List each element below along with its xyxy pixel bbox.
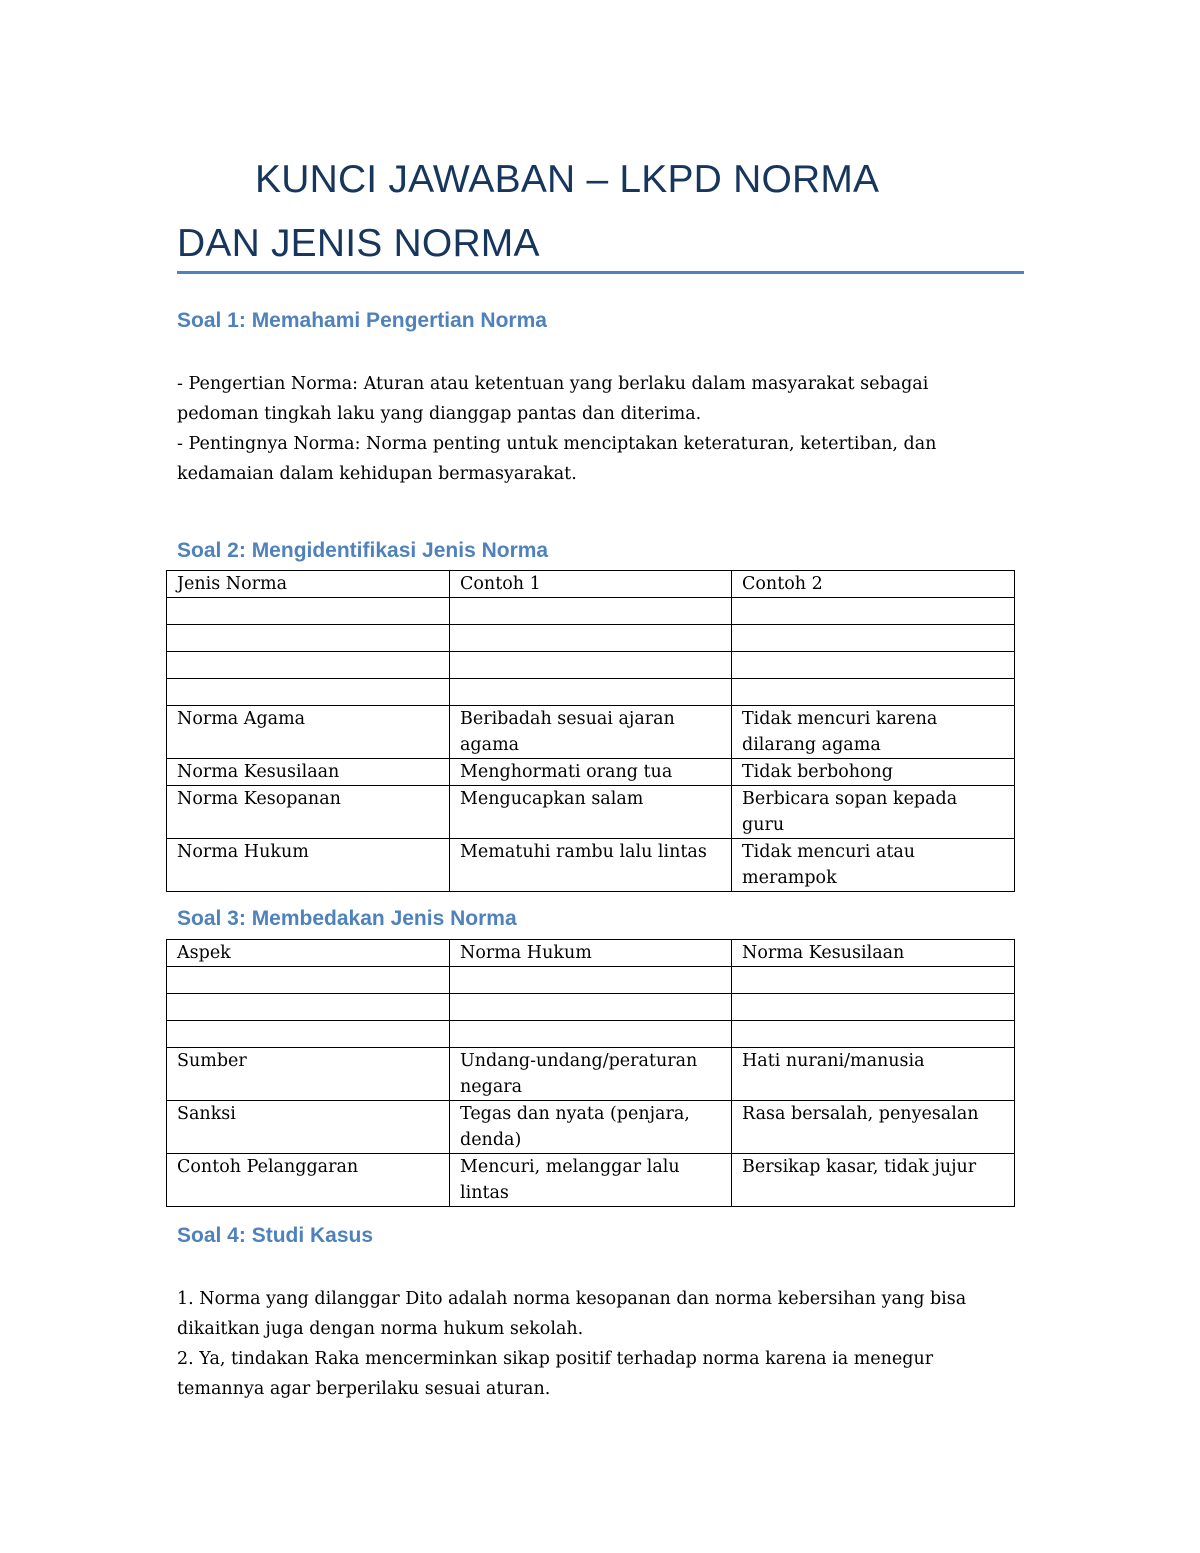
table-cell [732, 967, 1015, 994]
title-line-1: KUNCI JAWABAN – LKPD NORMA [255, 158, 880, 201]
table-row [167, 994, 1015, 1021]
table-cell: Tidak berbohong [732, 759, 1015, 786]
table-cell: Mengucapkan salam [450, 786, 732, 839]
table-cell: Menghormati orang tua [450, 759, 732, 786]
table-cell: Tidak mencuri atau merampok [732, 839, 1015, 892]
table-cell: Undang-undang/peraturan negara [450, 1048, 732, 1101]
table-cell: Hati nurani/manusia [732, 1048, 1015, 1101]
soal4-line: temannya agar berperilaku sesuai aturan. [177, 1379, 551, 1399]
table-cell: Norma Agama [167, 706, 450, 759]
table-cell: Sumber [167, 1048, 450, 1101]
soal3-table [166, 939, 1015, 1207]
table-cell: Contoh Pelanggaran [167, 1154, 450, 1207]
soal4-heading: Soal 4: Studi Kasus [177, 1224, 374, 1247]
soal4-body [177, 1284, 1037, 1404]
table-row [167, 1101, 1015, 1154]
table-row [167, 759, 1015, 786]
table-cell [167, 679, 450, 706]
table-cell: Norma Kesopanan [167, 786, 450, 839]
title-line-2: DAN JENIS NORMA [177, 222, 540, 265]
soal2-table [166, 570, 1015, 892]
header-cell: Aspek [167, 940, 450, 967]
table-header-row [167, 571, 1015, 598]
page-title [177, 148, 1037, 276]
table-cell [450, 967, 732, 994]
soal4-line: 1. Norma yang dilanggar Dito adalah norma kesopanan dan norma kebersihan yang bisa [177, 1289, 967, 1309]
table-row [167, 967, 1015, 994]
table-cell [167, 1021, 450, 1048]
table-cell [167, 598, 450, 625]
header-cell: Norma Kesusilaan [732, 940, 1015, 967]
table-cell [450, 625, 732, 652]
table-cell: Berbicara sopan kepada guru [732, 786, 1015, 839]
table-row [167, 679, 1015, 706]
table-row [167, 706, 1015, 759]
table-cell [450, 1021, 732, 1048]
table-cell [167, 625, 450, 652]
table-cell [167, 652, 450, 679]
table-cell: Norma Kesusilaan [167, 759, 450, 786]
table-cell [732, 1021, 1015, 1048]
table-row [167, 598, 1015, 625]
soal1-body [177, 369, 1037, 489]
table-cell [450, 652, 732, 679]
soal1-heading: Soal 1: Memahami Pengertian Norma [177, 309, 547, 332]
table-row [167, 839, 1015, 892]
table-row [167, 1021, 1015, 1048]
soal4-line: dikaitkan juga dengan norma hukum sekolah. [177, 1319, 584, 1339]
header-cell: Contoh 2 [732, 571, 1015, 598]
table-cell [732, 598, 1015, 625]
table-cell [450, 679, 732, 706]
table-cell: Sanksi [167, 1101, 450, 1154]
table-cell: Norma Hukum [167, 839, 450, 892]
soal2-heading: Soal 2: Mengidentifikasi Jenis Norma [177, 539, 549, 562]
table-cell: Mencuri, melanggar lalu lintas [450, 1154, 732, 1207]
header-cell: Norma Hukum [450, 940, 732, 967]
table-cell: Beribadah sesuai ajaran agama [450, 706, 732, 759]
soal1-line: kedamaian dalam kehidupan bermasyarakat. [177, 464, 577, 484]
table-cell: Bersikap kasar, tidak jujur [732, 1154, 1015, 1207]
soal1-line: - Pengertian Norma: Aturan atau ketentuan yang berlaku dalam masyarakat sebagai [177, 374, 929, 394]
table-row [167, 786, 1015, 839]
table-row [167, 1048, 1015, 1101]
table-cell: Tidak mencuri karena dilarang agama [732, 706, 1015, 759]
table-cell [732, 679, 1015, 706]
table-cell [732, 994, 1015, 1021]
title-underline [177, 271, 1024, 274]
header-cell: Jenis Norma [167, 571, 450, 598]
table-row [167, 625, 1015, 652]
table-header-row [167, 940, 1015, 967]
table-cell [167, 967, 450, 994]
table-cell [450, 598, 732, 625]
table-cell [167, 994, 450, 1021]
soal3-heading: Soal 3: Membedakan Jenis Norma [177, 907, 517, 930]
table-cell [450, 994, 732, 1021]
soal1-line: pedoman tingkah laku yang dianggap pantas dan diterima. [177, 404, 702, 424]
soal4-line: 2. Ya, tindakan Raka mencerminkan sikap positif terhadap norma karena ia menegur [177, 1349, 934, 1369]
table-row [167, 652, 1015, 679]
table-cell [732, 625, 1015, 652]
table-cell: Tegas dan nyata (penjara, denda) [450, 1101, 732, 1154]
table-cell [732, 652, 1015, 679]
soal1-line: - Pentingnya Norma: Norma penting untuk menciptakan keteraturan, ketertiban, dan [177, 434, 937, 454]
table-cell: Rasa bersalah, penyesalan [732, 1101, 1015, 1154]
table-cell: Mematuhi rambu lalu lintas [450, 839, 732, 892]
header-cell: Contoh 1 [450, 571, 732, 598]
table-row [167, 1154, 1015, 1207]
